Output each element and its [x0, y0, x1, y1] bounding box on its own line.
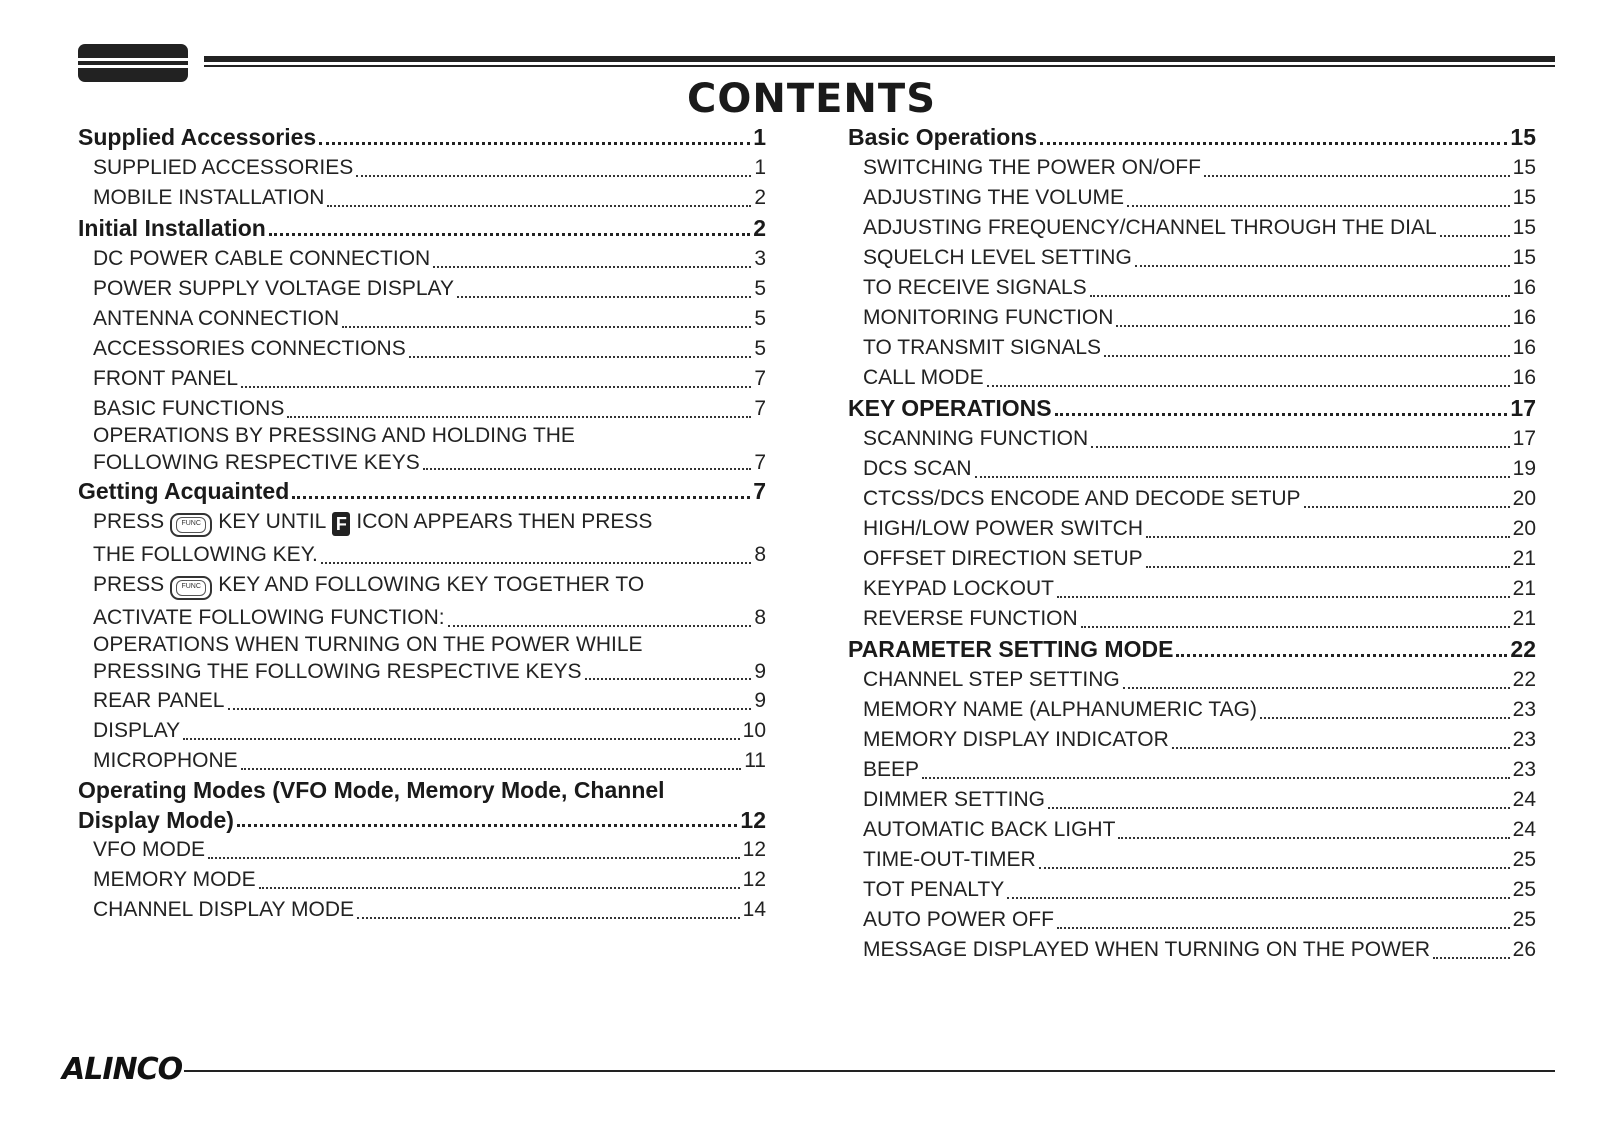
toc-page: 8	[754, 543, 766, 566]
toc-page: 23	[1512, 758, 1536, 781]
toc-text: KEY UNTIL	[218, 510, 327, 533]
toc-label: DIMMER SETTING	[863, 788, 1045, 811]
toc-page: 11	[744, 749, 766, 772]
toc-label: ANTENNA CONNECTION	[93, 307, 340, 330]
toc-page: 12	[742, 868, 766, 891]
toc-label: BASIC FUNCTIONS	[93, 397, 285, 420]
toc-label: POWER SUPPLY VOLTAGE DISPLAY	[93, 277, 454, 300]
toc-label: TOT PENALTY	[863, 878, 1005, 901]
leader-dots	[259, 881, 740, 889]
page-title: CONTENTS	[686, 76, 936, 122]
leader-dots	[1007, 891, 1509, 899]
toc-item[interactable]	[848, 905, 1536, 935]
toc-label-line2: THE FOLLOWING KEY.	[93, 543, 318, 566]
toc-page: 23	[1512, 698, 1536, 721]
toc-page: 2	[753, 215, 766, 241]
header-rule	[204, 56, 1555, 62]
leader-dots	[269, 227, 750, 236]
toc-item-multiline[interactable]	[78, 633, 766, 686]
toc-item[interactable]	[78, 746, 766, 776]
toc-item-multiline[interactable]	[78, 570, 766, 633]
toc-item[interactable]	[848, 755, 1536, 785]
toc-label: OFFSET DIRECTION SETUP	[863, 547, 1143, 570]
toc-item[interactable]	[848, 363, 1536, 393]
toc-item[interactable]	[78, 686, 766, 716]
toc-item[interactable]	[848, 544, 1536, 574]
toc-label: VFO MODE	[93, 838, 206, 861]
toc-item[interactable]	[78, 244, 766, 274]
toc-item[interactable]	[848, 303, 1536, 333]
toc-right-column	[848, 122, 1536, 965]
toc-label-line2: ACTIVATE FOLLOWING FUNCTION:	[93, 606, 445, 629]
toc-label: CALL MODE	[863, 366, 984, 389]
toc-item[interactable]	[78, 835, 766, 865]
leader-dots	[448, 619, 752, 627]
toc-item-multiline[interactable]	[78, 507, 766, 570]
leader-dots	[208, 851, 740, 859]
toc-item[interactable]	[848, 815, 1536, 845]
f-indicator-icon: F	[332, 512, 350, 536]
leader-dots	[922, 771, 1510, 779]
toc-page: 12	[740, 807, 766, 833]
toc-item[interactable]	[848, 604, 1536, 634]
leader-dots	[1104, 349, 1510, 357]
toc-page: 16	[1512, 366, 1536, 389]
toc-item[interactable]	[848, 935, 1536, 965]
toc-text: KEY AND FOLLOWING KEY TOGETHER TO	[218, 573, 645, 596]
toc-label: CHANNEL STEP SETTING	[863, 668, 1120, 691]
toc-page: 22	[1512, 668, 1536, 691]
leader-dots	[1057, 921, 1510, 929]
leader-dots	[1146, 560, 1510, 568]
toc-label: MICROPHONE	[93, 749, 238, 772]
toc-label: MOBILE INSTALLATION	[93, 186, 325, 209]
toc-item[interactable]	[78, 394, 766, 424]
toc-page: 20	[1512, 487, 1536, 510]
toc-page: 21	[1512, 547, 1536, 570]
toc-item[interactable]	[848, 725, 1536, 755]
toc-section-supplied-accessories[interactable]	[78, 122, 766, 153]
toc-page: 26	[1512, 938, 1536, 961]
toc-label: PARAMETER SETTING MODE	[848, 636, 1174, 662]
leader-dots	[356, 169, 751, 177]
toc-item[interactable]	[848, 183, 1536, 213]
toc-item[interactable]	[848, 574, 1536, 604]
toc-item[interactable]	[848, 845, 1536, 875]
toc-section-getting-acquainted[interactable]	[78, 476, 766, 507]
toc-item[interactable]	[848, 875, 1536, 905]
toc-page: 15	[1512, 156, 1536, 179]
toc-page: 17	[1510, 395, 1536, 421]
toc-page: 21	[1512, 607, 1536, 630]
toc-page: 16	[1512, 336, 1536, 359]
toc-page: 15	[1512, 246, 1536, 269]
toc-label: SCANNING FUNCTION	[863, 427, 1089, 450]
toc-page: 21	[1512, 577, 1536, 600]
leader-dots	[1260, 711, 1510, 719]
leader-dots	[1146, 530, 1510, 538]
toc-page: 1	[754, 156, 766, 179]
toc-page: 24	[1512, 818, 1536, 841]
leader-dots	[1081, 620, 1510, 628]
toc-page: 9	[754, 660, 766, 683]
toc-item[interactable]	[78, 304, 766, 334]
toc-section-parameter-setting-mode[interactable]	[848, 634, 1536, 665]
leader-dots	[1176, 648, 1507, 657]
toc-page: 22	[1510, 636, 1536, 662]
toc-page: 16	[1512, 276, 1536, 299]
toc-label: AUTOMATIC BACK LIGHT	[863, 818, 1116, 841]
leader-dots	[1204, 169, 1510, 177]
toc-label: ADJUSTING FREQUENCY/CHANNEL THROUGH THE DIAL	[863, 216, 1437, 239]
toc-section-basic-operations[interactable]	[848, 122, 1536, 153]
toc-page: 20	[1512, 517, 1536, 540]
toc-page: 5	[754, 277, 766, 300]
toc-page: 9	[754, 689, 766, 712]
toc-label: ADJUSTING THE VOLUME	[863, 186, 1124, 209]
leader-dots	[433, 260, 751, 268]
toc-label: Getting Acquainted	[78, 478, 290, 504]
leader-dots	[585, 672, 752, 680]
toc-label: SWITCHING THE POWER ON/OFF	[863, 156, 1201, 179]
leader-dots	[1433, 951, 1510, 959]
leader-dots	[457, 290, 751, 298]
toc-page: 5	[754, 307, 766, 330]
toc-label-line2: FOLLOWING RESPECTIVE KEYS	[93, 451, 420, 474]
toc-item[interactable]	[848, 514, 1536, 544]
toc-label: KEYPAD LOCKOUT	[863, 577, 1054, 600]
toc-label: REVERSE FUNCTION	[863, 607, 1078, 630]
leader-dots	[321, 556, 751, 564]
toc-item[interactable]	[78, 895, 766, 925]
func-key-icon: FUNC	[170, 576, 212, 600]
toc-item[interactable]	[848, 785, 1536, 815]
toc-item[interactable]	[848, 695, 1536, 725]
leader-dots	[409, 350, 752, 358]
footer-rule	[184, 1070, 1555, 1072]
leader-dots	[327, 199, 751, 207]
toc-item[interactable]	[78, 153, 766, 183]
leader-dots	[241, 380, 751, 388]
toc-text: PRESS	[93, 573, 165, 596]
toc-item[interactable]	[848, 213, 1536, 243]
toc-label-line2: Display Mode)	[78, 807, 234, 833]
toc-page: 16	[1512, 306, 1536, 329]
leader-dots	[987, 379, 1510, 387]
toc-item[interactable]	[848, 243, 1536, 273]
toc-label: BEEP	[863, 758, 920, 781]
toc-page: 19	[1512, 457, 1536, 480]
leader-dots	[1090, 289, 1510, 297]
toc-label: AUTO POWER OFF	[863, 908, 1054, 931]
toc-item[interactable]	[78, 334, 766, 364]
toc-label: CHANNEL DISPLAY MODE	[93, 898, 355, 921]
toc-label-line1: Operating Modes (VFO Mode, Memory Mode, Channel	[78, 777, 665, 803]
leader-dots	[237, 818, 737, 827]
toc-item[interactable]	[848, 273, 1536, 303]
toc-item[interactable]	[78, 716, 766, 746]
toc-page: 8	[754, 606, 766, 629]
leader-dots	[975, 470, 1510, 478]
toc-page: 15	[1510, 124, 1536, 150]
toc-page: 15	[1512, 216, 1536, 239]
toc-page: 14	[742, 898, 766, 921]
toc-page: 25	[1512, 908, 1536, 931]
leader-dots	[241, 762, 742, 770]
header-rule-thin	[204, 65, 1555, 67]
toc-label: TIME-OUT-TIMER	[863, 848, 1036, 871]
toc-page: 7	[754, 451, 766, 474]
leader-dots	[1127, 199, 1510, 207]
toc-text: ICON APPEARS THEN PRESS	[356, 510, 653, 533]
toc-label: ACCESSORIES CONNECTIONS	[93, 337, 406, 360]
leader-dots	[292, 490, 750, 499]
leader-dots	[1116, 319, 1509, 327]
toc-page: 7	[753, 478, 766, 504]
toc-page: 1	[753, 124, 766, 150]
leader-dots	[1091, 440, 1509, 448]
toc-label: KEY OPERATIONS	[848, 395, 1052, 421]
func-key-icon: FUNC	[170, 513, 212, 537]
toc-page: 5	[754, 337, 766, 360]
toc-page: 2	[754, 186, 766, 209]
toc-item[interactable]	[78, 865, 766, 895]
leader-dots	[183, 732, 739, 740]
toc-label: TO RECEIVE SIGNALS	[863, 276, 1087, 299]
toc-label: MESSAGE DISPLAYED WHEN TURNING ON THE POWER	[863, 938, 1431, 961]
toc-page: 10	[742, 719, 766, 742]
leader-dots	[1118, 831, 1509, 839]
toc-label: DC POWER CABLE CONNECTION	[93, 247, 431, 270]
toc-section-operating-modes[interactable]	[78, 776, 766, 835]
toc-page: 3	[754, 247, 766, 270]
toc-item[interactable]	[78, 364, 766, 394]
toc-item[interactable]	[848, 424, 1536, 454]
leader-dots	[1172, 741, 1510, 749]
toc-label: DCS SCAN	[863, 457, 972, 480]
toc-item-multiline[interactable]	[78, 424, 766, 476]
toc-label: MEMORY NAME (ALPHANUMERIC TAG)	[863, 698, 1257, 721]
leader-dots	[1123, 681, 1510, 689]
toc-section-initial-installation[interactable]	[78, 213, 766, 244]
toc-label: MONITORING FUNCTION	[863, 306, 1114, 329]
leader-dots	[1135, 259, 1510, 267]
leader-dots	[1055, 407, 1508, 416]
leader-dots	[228, 702, 752, 710]
toc-item[interactable]	[848, 665, 1536, 695]
toc-label: Initial Installation	[78, 215, 266, 241]
toc-item[interactable]	[78, 183, 766, 213]
leader-dots	[1040, 136, 1507, 145]
leader-dots	[1304, 500, 1510, 508]
toc-page: 7	[754, 397, 766, 420]
toc-page: 23	[1512, 728, 1536, 751]
toc-label: MEMORY DISPLAY INDICATOR	[863, 728, 1169, 751]
toc-page: 25	[1512, 848, 1536, 871]
toc-page: 12	[742, 838, 766, 861]
toc-page: 15	[1512, 186, 1536, 209]
toc-label: DISPLAY	[93, 719, 181, 742]
toc-label: CTCSS/DCS ENCODE AND DECODE SETUP	[863, 487, 1301, 510]
toc-page: 24	[1512, 788, 1536, 811]
toc-item[interactable]	[848, 333, 1536, 363]
leader-dots	[1048, 801, 1510, 809]
toc-page: 7	[754, 367, 766, 390]
toc-item[interactable]	[78, 274, 766, 304]
toc-label: REAR PANEL	[93, 689, 225, 712]
toc-item[interactable]	[848, 484, 1536, 514]
toc-page: 17	[1512, 427, 1536, 450]
toc-label: Supplied Accessories	[78, 124, 317, 150]
toc-label-line1: OPERATIONS BY PRESSING AND HOLDING THE	[93, 424, 575, 447]
toc-label: SUPPLIED ACCESSORIES	[93, 156, 354, 179]
toc-label-line2: PRESSING THE FOLLOWING RESPECTIVE KEYS	[93, 660, 582, 683]
leader-dots	[1440, 229, 1510, 237]
leader-dots	[1039, 861, 1510, 869]
leader-dots	[342, 320, 751, 328]
toc-item[interactable]	[848, 153, 1536, 183]
toc-label: Basic Operations	[848, 124, 1038, 150]
leader-dots	[319, 136, 750, 145]
toc-label: TO TRANSMIT SIGNALS	[863, 336, 1102, 359]
leader-dots	[423, 462, 752, 470]
toc-label: HIGH/LOW POWER SWITCH	[863, 517, 1143, 540]
brand-logo: ALINCO	[62, 1052, 183, 1087]
toc-label: MEMORY MODE	[93, 868, 256, 891]
toc-label-line1: OPERATIONS WHEN TURNING ON THE POWER WHILE	[93, 633, 643, 656]
toc-item[interactable]	[848, 454, 1536, 484]
toc-label: FRONT PANEL	[93, 367, 239, 390]
leader-dots	[287, 410, 751, 418]
leader-dots	[1057, 590, 1510, 598]
toc-label: SQUELCH LEVEL SETTING	[863, 246, 1132, 269]
toc-left-column	[78, 122, 766, 925]
leader-dots	[357, 911, 740, 919]
toc-text: PRESS	[93, 510, 165, 533]
toc-section-key-operations[interactable]	[848, 393, 1536, 424]
toc-page: 25	[1512, 878, 1536, 901]
